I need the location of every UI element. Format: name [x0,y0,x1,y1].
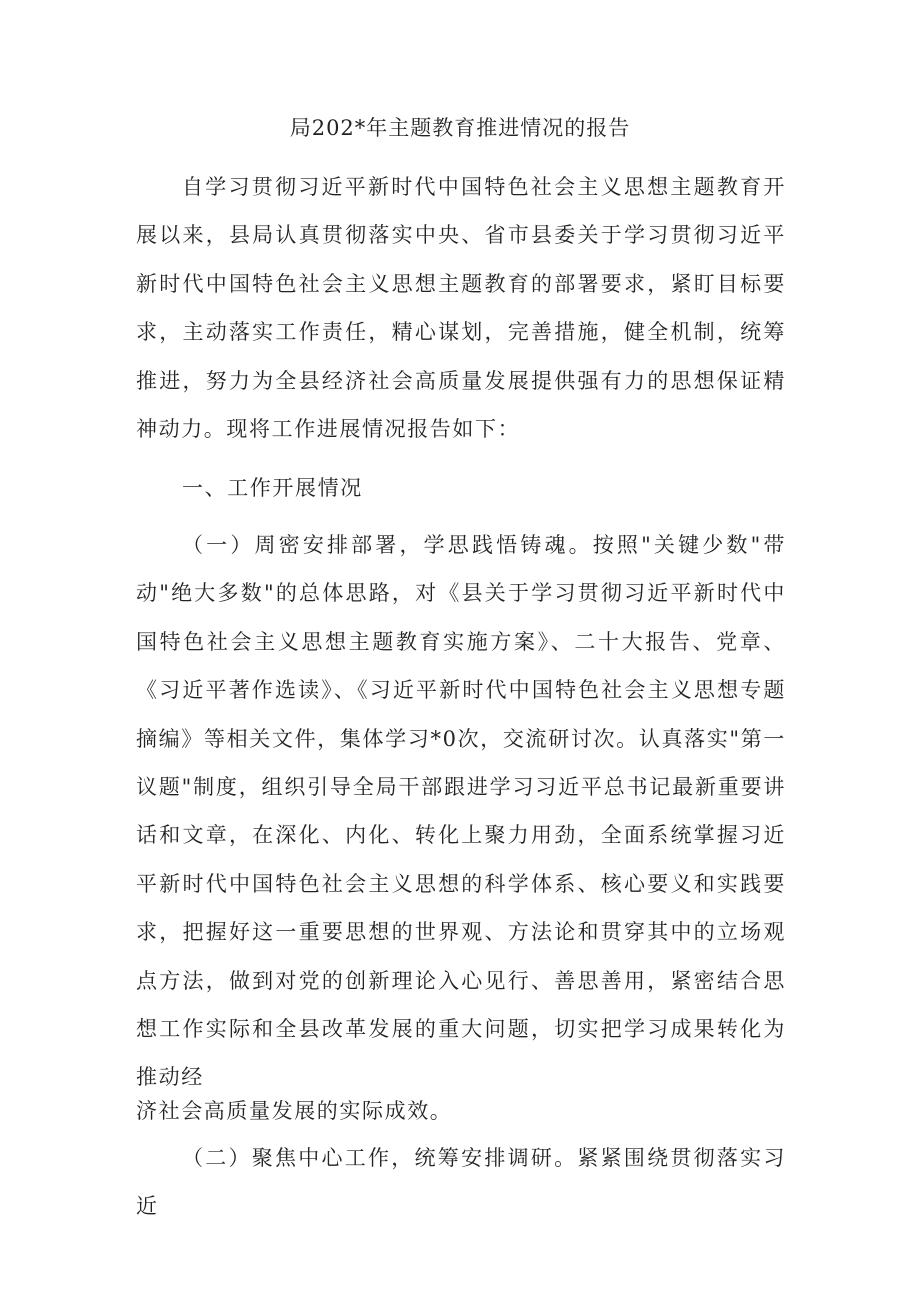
section-heading-1: 一、工作开展情况 [182,476,363,500]
subsection-1-continuation: 济社会高质量发展的实际成效。 [136,1099,453,1123]
intro-paragraph: 自学习贯彻习近平新时代中国特色社会主义思想主题教育开展以来，县局认真贯彻落实中央、省市县委关于学习贯彻习近平新时代中国特色社会主义思想主题教育的部署要求，紧盯目标要求，主动落实工作责任，精心谋划，完善措施，健全机制，统筹推进，努力为全县经济社会高质量发展提供强有力的思想保证精神动力。现将工作进展情况报告如下： [136,175,786,442]
document-title: 局202*年主题教育推进情况的报告 [289,116,631,140]
subsection-1-paragraph: （一）周密安排部署，学思践悟铸魂。按照"关键少数"带动"绝大多数"的总体思路，对《县关于学习贯彻习近平新时代中国特色社会主义思想主题教育实施方案》、二十大报告、党章、《习近平著作选读》、《习近平新时代中国特色社会主义思想专题摘编》等相关文件，集体学习*0次，交流研讨次。认真落实"第一议题"制度，组织引导全局干部跟进学习习近平总书记最新重要讲话和文章，在深化、内化、转化上聚力用劲，全面系统掌握习近平新时代中国特色社会主义思想的科学体系、核心要义和实践要求，把握好这一重要思想的世界观、方法论和贯穿其中的立场观点方法，做到对党的创新理论入心见行、善思善用，紧密结合思想工作实际和全县改革发展的重大问题，切实把学习成果转化为推动经 [136,533,786,1090]
subsection-2-paragraph: （二）聚焦中心工作，统筹安排调研。紧紧围绕贯彻落实习近 [136,1146,786,1219]
